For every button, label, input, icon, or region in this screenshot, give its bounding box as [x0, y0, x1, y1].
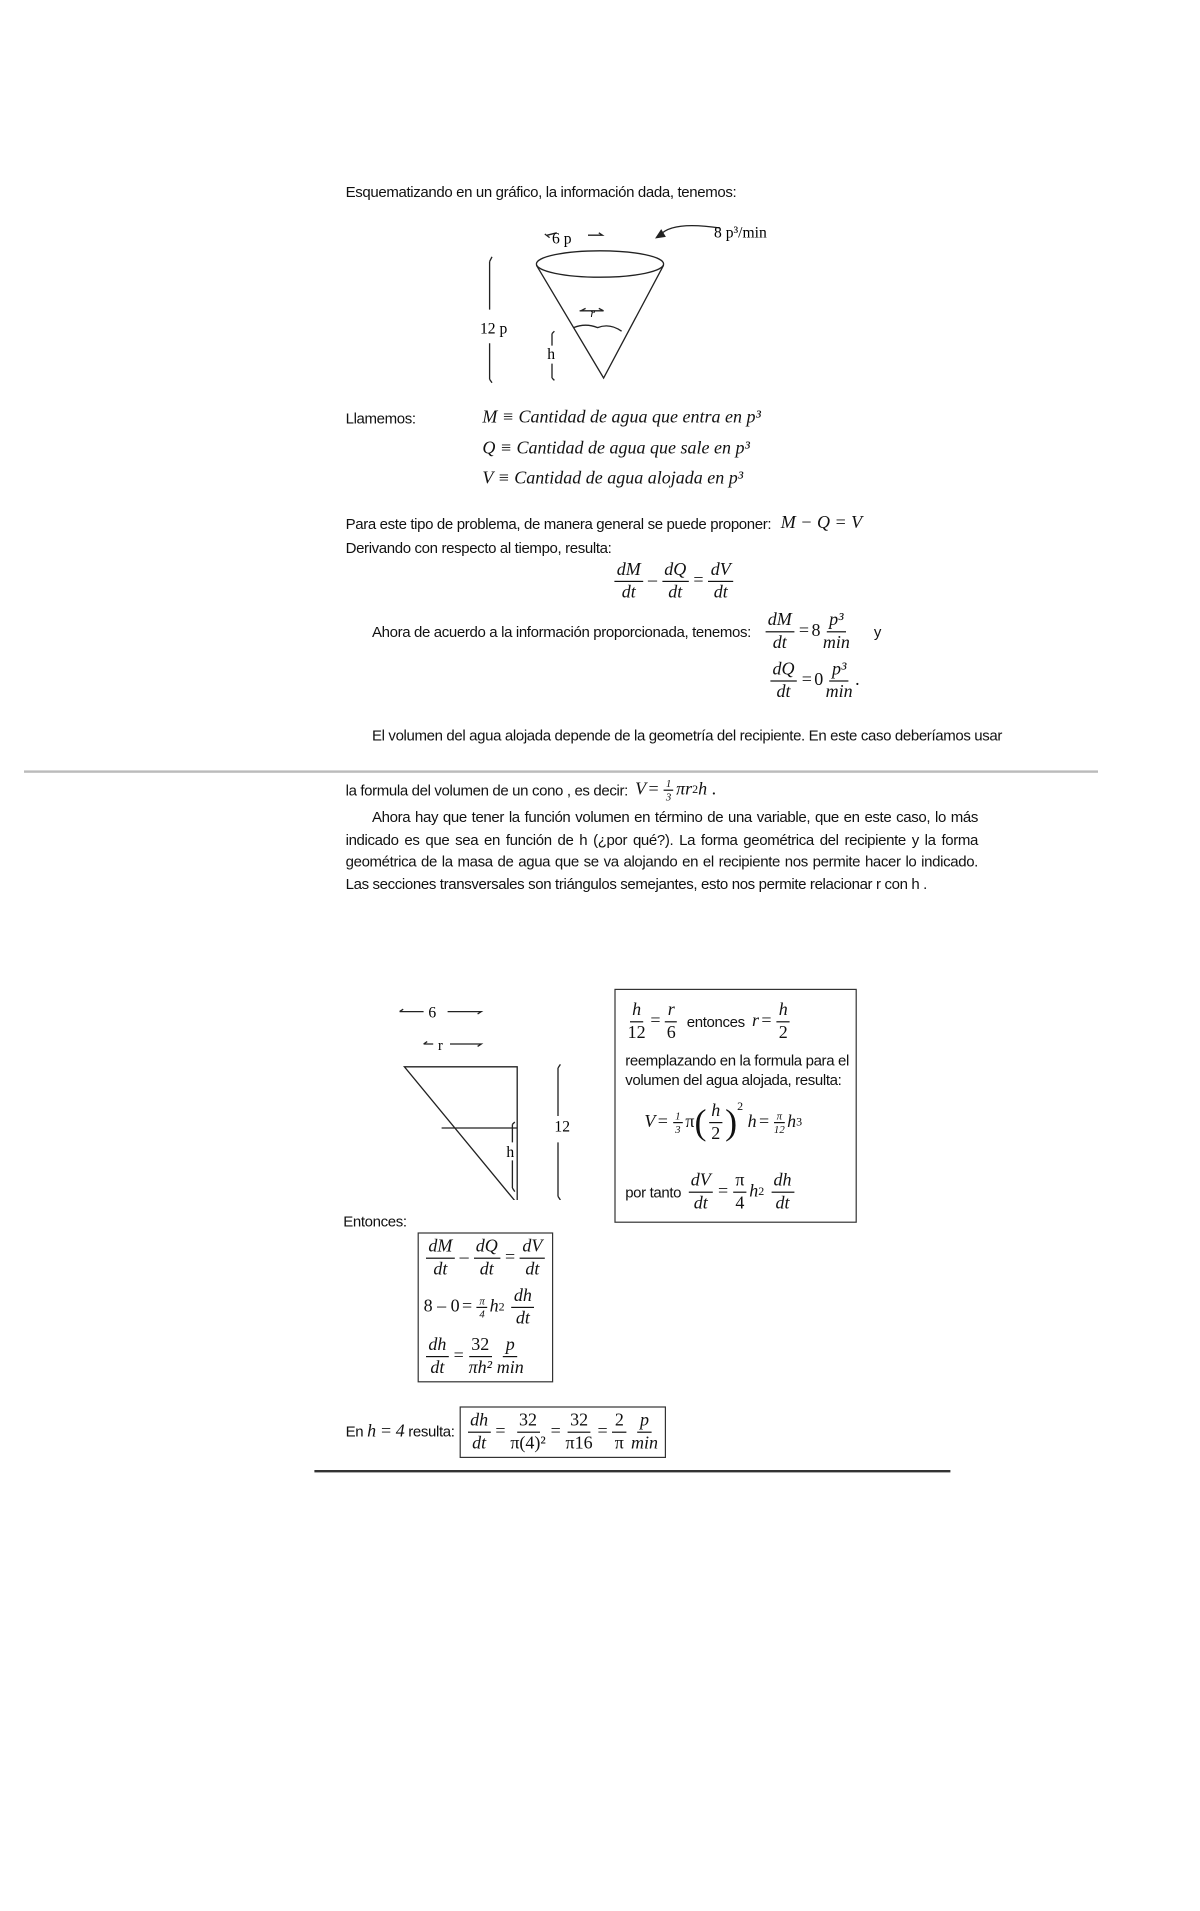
- llamemos-label: Llamemos:: [345, 410, 416, 428]
- en-h-label: [346, 1422, 455, 1442]
- ahora-text: Ahora de acuerdo a la información proporcionada, tenemos:: [372, 624, 751, 641]
- ahora-line: [372, 610, 881, 704]
- formula-line: [346, 778, 717, 803]
- dm-dt-equation: $\frac{dM}{dt}$ = 8 $\frac{\text{p³}}{\min}$: [763, 610, 852, 654]
- cone-rate-label: 8 p³/min: [714, 224, 767, 242]
- resulta-word: resulta:: [408, 1423, 455, 1440]
- general-equation: M − Q = V: [780, 513, 863, 533]
- definition-v: V ≡ Cantidad de agua alojada en p³: [482, 469, 744, 489]
- general-text: Para este tipo de problema, de manera general se puede proponer:: [345, 515, 772, 533]
- dv-dt-equation: por tanto $\frac{dV}{dt}$ = $\frac{\pi}{4}$ h 2 $\frac{dh}{dt}$: [625, 1170, 796, 1214]
- volume-in-h: V = $\frac{1}{3}$ π ( $\frac{h}{2}$ ) $^2$ h = $\frac{\pi}{12}$ h 3: [644, 1100, 803, 1144]
- por-tanto-word: por tanto: [625, 1183, 682, 1201]
- units-num: p³: [827, 610, 846, 633]
- reemplazando-text: reemplazando en la formula para el volumen del agua alojada, resulta:: [625, 1052, 849, 1089]
- triangle-h-label: h: [506, 1143, 515, 1161]
- dm-value: 8: [811, 621, 821, 641]
- similar-triangles-box: $\frac{h}{12}$ = $\frac{r}{6}$ entonces r = $\frac{h}{2}$ reemplazando en la formula para el volumen del agua alojada, resulta: V = $\frac{1}{3}$ π ( $\frac{h}{2}$ ) $^2$ h = $\frac{\pi}{12}$ h 3 por tanto $\frac{dV}{dt}$ = $\frac{\pi}{4}$ h 2 $\frac{dh}{dt}$: [614, 989, 856, 1223]
- definition-m: M ≡ Cantidad de agua que entra en p³: [482, 408, 761, 428]
- triangle-diagram: [390, 996, 594, 1200]
- cone-top-label: 6 p: [552, 230, 572, 248]
- entonces-label: Entonces:: [343, 1213, 407, 1230]
- intro-text: Esquematizando en un gráfico, la información dada, tenemos:: [345, 183, 737, 201]
- units-den: min: [825, 682, 853, 702]
- h-equals-4: h = 4: [367, 1422, 405, 1442]
- derivando-text: Derivando con respecto al tiempo, resulta:: [345, 540, 612, 557]
- derivative-equation: $\frac{dM}{dt}$ – $\frac{dQ}{dt}$ = $\frac{dV}{dt}$: [612, 559, 736, 603]
- final-line: [346, 1406, 667, 1458]
- bottom-rule: [314, 1470, 950, 1472]
- triangle-top-label: 6: [428, 1004, 437, 1022]
- page-divider: [24, 770, 1098, 772]
- volumen-text: El volumen del agua alojada depende de la geometría del recipiente. En este caso deberíamos usar: [372, 727, 1003, 744]
- general-line: [346, 514, 862, 534]
- en-word: En: [345, 1423, 364, 1440]
- cone-volume-formula: V = $\frac{1}{3}$ πr 2 h .: [635, 777, 717, 803]
- y-conjunction: y: [873, 623, 882, 641]
- definition-q: Q ≡ Cantidad de agua que sale en p³: [482, 439, 750, 459]
- cone-h-label: h: [547, 345, 555, 363]
- triangle-r-label: r: [438, 1038, 443, 1054]
- units-den: min: [822, 633, 850, 653]
- triangle-height-label: 12: [554, 1118, 570, 1136]
- final-result-box: $\frac{dh}{dt}$ = $\frac{32}{\text{π(4)²}}$ = $\frac{32}{\pi 16}$ = $\frac{2}{\pi}$ $\frac{p}{\min}$: [459, 1406, 666, 1458]
- paragraph-text: Ahora hay que tener la función volumen en término de una variable, que en este caso, lo más indicado es que sea en función de h (¿por qué?). La forma geométrica del recipiente y la forma geométrica de la masa de agua que se va alojando en el recipiente nos permite hacer lo indicado. Las secciones transversales son triángulos semejantes, esto nos permite relacionar r con h .: [345, 808, 979, 893]
- formula-text: la formula del volumen de un cono , es decir:: [345, 781, 628, 799]
- dq-dt-equation: $\frac{dQ}{dt}$ = 0 $\frac{\text{p³}}{\min}$ .: [768, 659, 881, 703]
- entonces-word: entonces: [686, 1013, 745, 1031]
- result-box: $\frac{dM}{dt}$ – $\frac{dQ}{dt}$ = $\frac{dV}{dt}$ 8 – 0 = $\frac{\pi}{4}$ h 2 $\frac{dh}{dt}$ $\frac{dh}{dt}$ = $\frac{32}{\text{πh²}}$ $\frac{p}{\min}$: [418, 1232, 554, 1382]
- dq-value: 0: [814, 670, 824, 690]
- cone-r-label: r: [590, 305, 596, 320]
- cone-diagram: [468, 214, 792, 394]
- units-num: p³: [830, 659, 849, 682]
- cone-height-label: 12 p: [480, 320, 508, 338]
